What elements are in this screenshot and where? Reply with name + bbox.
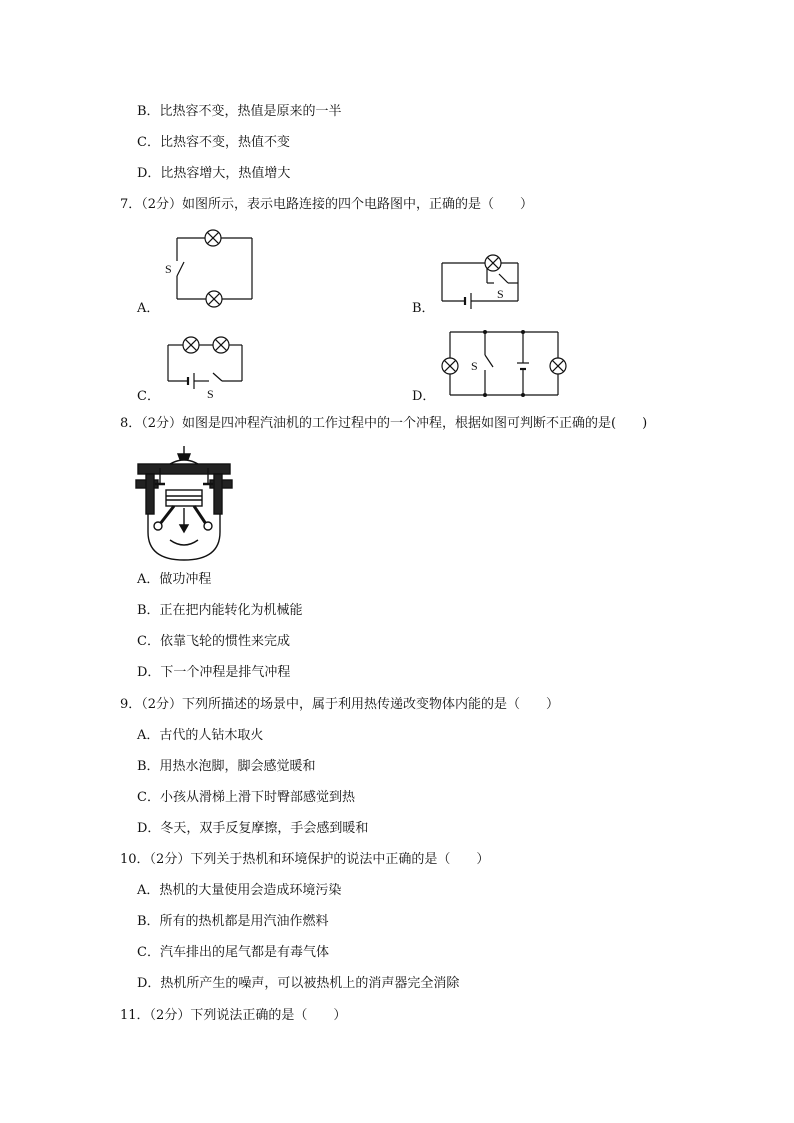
engine-cylinder-diagram [134, 444, 234, 564]
circuit-diagram-d [435, 325, 570, 400]
circuit-diagram-a [160, 228, 260, 308]
q8-option-b: B．正在把内能转化为机械能 [137, 603, 303, 618]
q10-option-c: C．汽车排出的尾气都是有毒气体 [137, 945, 329, 960]
q7-label-c: C． [137, 389, 160, 404]
q10-option-d: D．热机所产生的噪声，可以被热机上的消声器完全消除 [137, 976, 460, 991]
switch-label-b: S [497, 287, 504, 301]
q6-option-b: B．比热容不变，热值是原来的一半 [137, 104, 342, 119]
q7-label-b: B． [412, 301, 435, 316]
q6-option-c: C．比热容不变，热值不变 [137, 135, 290, 150]
q8-option-a: A．做功冲程 [137, 572, 212, 587]
q10-option-b: B．所有的热机都是用汽油作燃料 [137, 914, 329, 929]
switch-label-a: S [165, 262, 172, 276]
q7-stem: 7．（2分）如图所示，表示电路连接的四个电路图中，正确的是（ ） [120, 197, 534, 212]
q9-option-d: D．冬天，双手反复摩擦，手会感到暖和 [137, 821, 369, 836]
q7-label-d: D． [412, 389, 436, 404]
q10-option-a: A．热机的大量使用会造成环境污染 [137, 883, 342, 898]
switch-label-c: S [207, 387, 214, 401]
switch-label-d: S [471, 359, 478, 373]
q8-option-d: D．下一个冲程是排气冲程 [137, 665, 291, 680]
circuit-diagram-c [160, 334, 250, 402]
q9-option-a: A．古代的人钻木取火 [137, 728, 264, 743]
q9-option-c: C．小孩从滑梯上滑下时臀部感觉到热 [137, 790, 355, 805]
q8-option-c: C．依靠飞轮的惯性来完成 [137, 634, 290, 649]
q8-stem: 8．（2分）如图是四冲程汽油机的工作过程中的一个冲程，根据如图可判断不正确的是( ) [120, 416, 648, 431]
q9-stem: 9．（2分）下列所描述的场景中，属于利用热传递改变物体内能的是（ ） [120, 697, 560, 712]
q10-stem: 10．（2分）下列关于热机和环境保护的说法中正确的是（ ） [120, 852, 490, 867]
q9-option-b: B．用热水泡脚，脚会感觉暖和 [137, 759, 316, 774]
q7-label-a: A． [137, 301, 160, 316]
q6-option-d: D．比热容增大，热值增大 [137, 166, 291, 181]
circuit-diagram-b [435, 252, 530, 312]
q11-stem: 11．（2分）下列说法正确的是（ ） [120, 1008, 347, 1023]
